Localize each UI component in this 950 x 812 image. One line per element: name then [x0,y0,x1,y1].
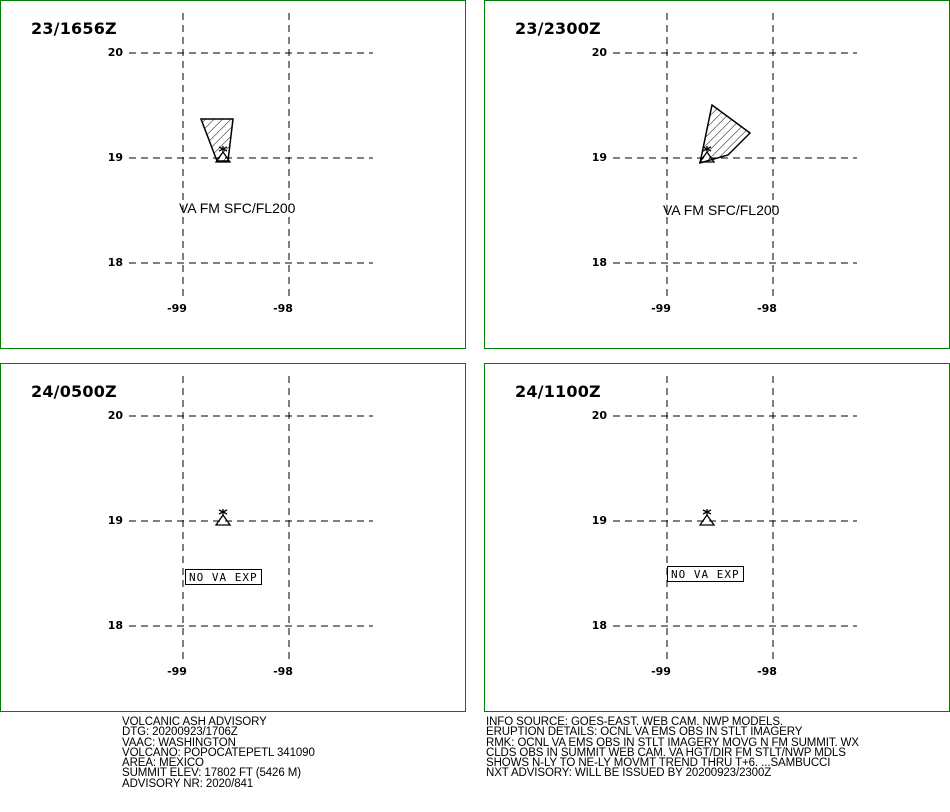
advisory-line: VAAC: WASHINGTON [122,736,236,749]
advisory-line: INFO SOURCE: GOES-EAST. WEB CAM. NWP MODELS. [486,716,783,728]
volcano-icon [216,509,230,525]
no-va-exp-box: NO VA EXP [185,569,262,585]
forecast-panel-2 [484,0,950,349]
lat-label-20: 20 [591,409,607,422]
lat-label-18: 18 [591,619,607,632]
lat-label-19: 19 [591,514,607,527]
lon-label-99: -99 [167,665,187,678]
map-grid [485,364,950,713]
advisory-line: NXT ADVISORY: WILL BE ISSUED BY 20200923/2300Z [486,767,772,780]
lat-label-18: 18 [591,256,607,269]
lat-label-20: 20 [107,46,123,59]
lon-label-99: -99 [651,665,671,678]
advisory-info-left [122,717,315,789]
ash-cloud-polygon [201,119,233,161]
advisory-line: VOLCANIC ASH ADVISORY [122,716,267,728]
lon-label-98: -98 [757,302,777,315]
volcano-icon [700,509,714,525]
advisory-line: SHOWS N-LY TO NE-LY MOVMT TREND THRU T+6. ...SAMBUCCI [486,757,831,770]
forecast-panel-3 [0,363,466,712]
lon-label-98: -98 [757,665,777,678]
lon-label-98: -98 [273,302,293,315]
advisory-line: ADVISORY NR: 2020/841 [122,777,254,790]
lat-label-20: 20 [591,46,607,59]
lon-label-99: -99 [651,302,671,315]
advisory-info-right [486,717,859,779]
forecast-panel-1 [0,0,466,349]
advisory-line: RMK: OCNL VA EMS OBS IN STLT IMAGERY MOVG N FM SUMMIT. WX [486,736,859,749]
lat-label-18: 18 [107,619,123,632]
lat-label-20: 20 [107,409,123,422]
lat-label-19: 19 [591,151,607,164]
forecast-panel-4 [484,363,950,712]
advisory-line: SUMMIT ELEV: 17802 FT (5426 M) [122,767,301,780]
lon-label-99: -99 [167,302,187,315]
map-grid [1,1,467,350]
lat-label-19: 19 [107,151,123,164]
lat-label-19: 19 [107,514,123,527]
advisory-line: ERUPTION DETAILS: OCNL VA EMS OBS IN STLT IMAGERY [486,726,803,739]
panel-time-label: 23/2300Z [515,19,601,38]
va-altitude-label: VA FM SFC/FL200 [663,202,780,218]
panel-time-label: 24/0500Z [31,382,117,401]
advisory-line: DTG: 20200923/1706Z [122,726,238,739]
map-grid [1,364,467,713]
advisory-line: AREA: MEXICO [122,757,204,770]
panel-time-label: 24/1100Z [515,382,601,401]
ash-cloud-polygon [700,105,750,163]
advisory-line: CLDS OBS IN SUMMIT WEB CAM. VA HGT/DIR FM STLT/NWP MDLS [486,746,846,759]
no-va-exp-box: NO VA EXP [667,566,744,582]
advisory-line: VOLCANO: POPOCATEPETL 341090 [122,746,315,759]
va-altitude-label: VA FM SFC/FL200 [179,200,296,216]
lon-label-98: -98 [273,665,293,678]
map-grid [485,1,950,350]
lat-label-18: 18 [107,256,123,269]
panel-time-label: 23/1656Z [31,19,117,38]
